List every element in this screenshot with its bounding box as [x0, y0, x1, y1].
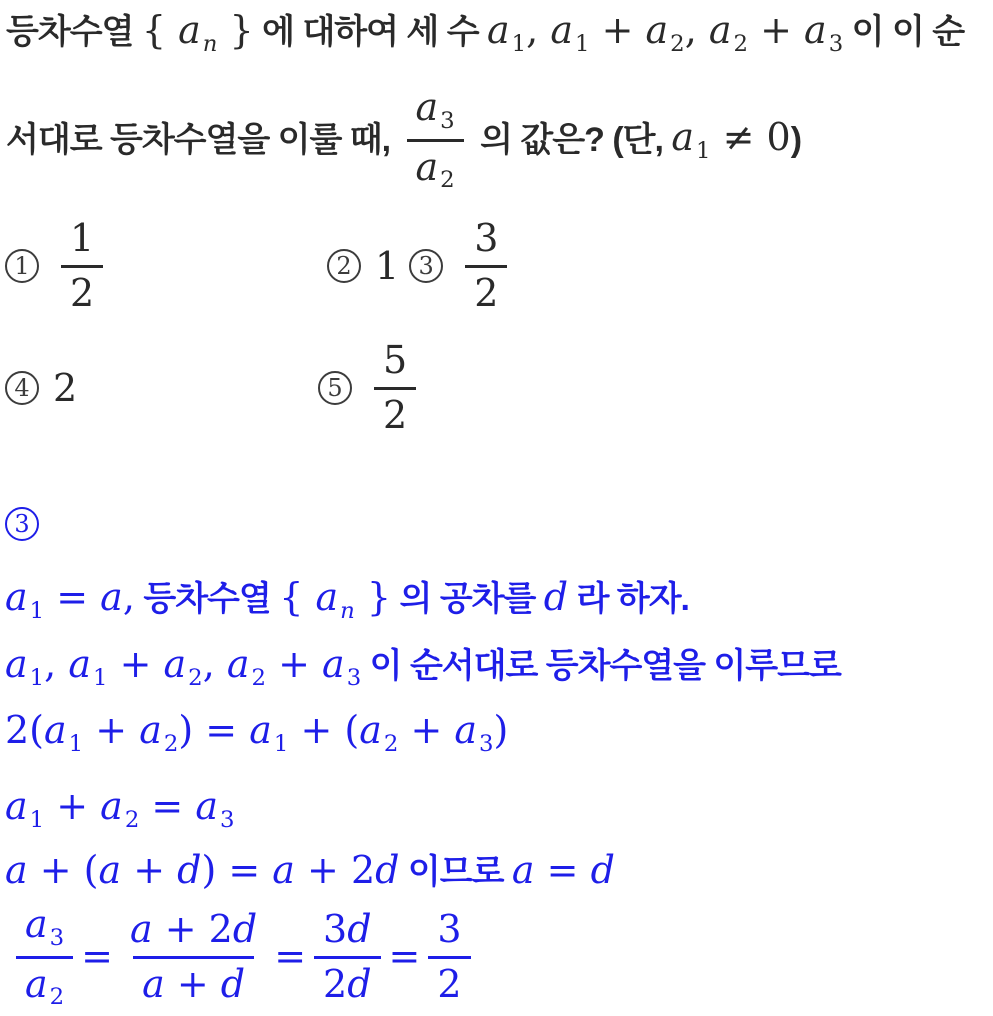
- subscript: 1: [29, 806, 45, 833]
- math-token: ): [493, 708, 509, 752]
- math-token: + 2: [152, 906, 233, 951]
- math-expression: [5, 642, 362, 691]
- fraction-denominator: [314, 956, 381, 1007]
- math-variable: a: [322, 642, 345, 686]
- math-expression: [141, 8, 254, 57]
- math-token: =: [534, 848, 591, 892]
- math-variable: a: [315, 575, 339, 619]
- fraction: [465, 217, 507, 315]
- choice-cell-2-3: [327, 215, 525, 315]
- solution-line-1: [5, 575, 689, 625]
- korean-text: 서대로 등차수열을 이룰 때,: [6, 120, 399, 159]
- math-token: =: [81, 934, 114, 979]
- fraction-denominator: [374, 387, 416, 438]
- math-variable: a: [5, 784, 28, 828]
- math-variable: a: [550, 8, 573, 52]
- math-variable: a: [249, 708, 272, 752]
- math-variable: d: [590, 848, 615, 892]
- math-variable: a: [645, 8, 669, 52]
- fraction-numerator: [121, 908, 266, 956]
- korean-text: 에 대하여 세 수: [253, 13, 487, 51]
- math-expression: [5, 575, 135, 624]
- math-variable: a: [142, 961, 165, 1006]
- problem-line-1: [6, 8, 964, 58]
- math-token: }: [217, 8, 254, 52]
- korean-text: 의 공차를: [391, 580, 544, 618]
- math-token: 2(: [5, 708, 45, 752]
- math-variable: d: [177, 848, 202, 892]
- fraction-denominator: [465, 265, 507, 316]
- math-token: 2: [437, 961, 462, 1006]
- subscript: 1: [29, 597, 45, 624]
- fraction-numerator: [314, 908, 381, 956]
- math-token: ≠ 0: [710, 114, 791, 159]
- math-token: ,: [526, 8, 551, 52]
- fraction-denominator: [133, 956, 254, 1007]
- fraction-numerator: [61, 217, 103, 265]
- choice-value: [375, 244, 399, 288]
- math-token: =: [274, 934, 307, 979]
- korean-text: 이 이 순: [843, 13, 965, 51]
- math-token: +: [121, 848, 178, 892]
- fraction: [374, 339, 416, 437]
- math-expression: [81, 934, 113, 980]
- math-expression: [487, 8, 844, 57]
- korean-text: 의 값은? (단,: [471, 120, 672, 159]
- math-expression: [544, 575, 568, 619]
- answer-marker: [5, 507, 39, 541]
- math-variable: a: [487, 8, 510, 52]
- choice-circled-digit: 5: [318, 371, 352, 405]
- subscript: 1: [93, 664, 108, 691]
- subscript: 2: [163, 730, 179, 757]
- korean-text: 라 하자.: [568, 580, 689, 618]
- math-variable: a: [415, 85, 439, 130]
- math-token: 1: [70, 215, 95, 260]
- math-token: {: [141, 8, 179, 52]
- math-variable: a: [415, 144, 439, 189]
- math-token: 2: [323, 961, 348, 1006]
- math-variable: a: [5, 848, 28, 892]
- math-expression: [671, 115, 790, 165]
- subscript: 2: [124, 806, 140, 833]
- subscript: 1: [696, 137, 711, 164]
- math-token: ,: [44, 642, 69, 686]
- choice-circled-digit: 3: [409, 249, 443, 283]
- subscript: 1: [68, 730, 84, 757]
- math-token: }: [354, 575, 392, 619]
- solution-line-5: [5, 848, 615, 894]
- math-variable: a: [226, 642, 250, 686]
- subscript: 3: [828, 30, 844, 57]
- math-variable: d: [232, 906, 258, 951]
- math-token: +: [164, 961, 221, 1006]
- subscript: n: [340, 597, 355, 624]
- math-token: ) =: [178, 708, 250, 752]
- subscript: n: [202, 30, 218, 57]
- fraction-denominator: [16, 956, 73, 1011]
- math-token: ) =: [201, 848, 273, 892]
- answer-circled-digit: 3: [5, 507, 39, 541]
- choice-cell-1: [5, 215, 121, 315]
- fraction-numerator: [374, 339, 416, 387]
- math-token: 5: [383, 337, 408, 382]
- fraction-denominator: [407, 139, 464, 194]
- math-variable: d: [543, 575, 569, 619]
- choice-circled-digit: 1: [5, 249, 39, 283]
- math-token: +: [589, 8, 646, 52]
- math-token: ,: [684, 8, 709, 52]
- math-expression: [279, 575, 392, 624]
- math-variable: a: [25, 902, 48, 947]
- math-variable: a: [100, 784, 123, 828]
- math-token: 1: [375, 244, 400, 288]
- fraction-numerator: [428, 908, 470, 956]
- choice-value: [366, 339, 424, 437]
- choice-item: [5, 217, 111, 315]
- math-token: + 2: [294, 848, 376, 892]
- math-token: 2: [383, 392, 408, 437]
- subscript: 3: [440, 108, 455, 135]
- math-token: 2: [53, 366, 78, 410]
- math-token: +: [83, 708, 140, 752]
- solution-line-6: [8, 902, 479, 1011]
- subscript: 1: [511, 30, 527, 57]
- math-expression: [5, 784, 235, 833]
- fraction: [121, 908, 266, 1006]
- fraction-denominator: [428, 956, 470, 1007]
- subscript: 2: [251, 664, 267, 691]
- subscript: 3: [220, 806, 235, 833]
- math-variable: a: [98, 848, 122, 892]
- math-expression: [53, 366, 77, 410]
- math-expression: [389, 934, 421, 980]
- math-variable: a: [359, 708, 382, 752]
- math-token: {: [279, 575, 316, 619]
- math-variable: a: [163, 642, 187, 686]
- fraction-denominator: [61, 265, 103, 316]
- math-token: =: [388, 934, 421, 979]
- korean-text: 이 순서대로 등차수열을 이루므로: [361, 647, 841, 685]
- math-token: ,: [122, 575, 135, 619]
- choice-item: [409, 217, 515, 315]
- math-token: +: [748, 8, 805, 52]
- math-expression: [274, 934, 306, 980]
- subscript: 2: [49, 984, 65, 1011]
- math-variable: a: [454, 708, 478, 752]
- fraction: [61, 217, 103, 315]
- math-variable: a: [139, 708, 162, 752]
- math-expression: [5, 848, 399, 892]
- subscript: 3: [479, 730, 494, 757]
- math-token: + (: [288, 708, 360, 752]
- math-expression: [512, 848, 615, 892]
- math-variable: a: [5, 642, 28, 686]
- subscript: 1: [575, 30, 590, 57]
- math-variable: a: [44, 708, 67, 752]
- choice-cell-4: [5, 342, 87, 434]
- math-variable: a: [5, 575, 28, 619]
- choice-item: [318, 339, 424, 437]
- choice-cell-5: [318, 337, 434, 437]
- korean-text: ): [790, 120, 802, 159]
- math-variable: a: [708, 8, 732, 52]
- korean-text: 등차수열: [134, 580, 280, 618]
- math-token: =: [44, 575, 101, 619]
- subscript: 2: [188, 664, 203, 691]
- math-token: +: [398, 708, 455, 752]
- fraction: [428, 908, 470, 1006]
- math-variable: a: [100, 575, 123, 619]
- fraction-numerator: [16, 903, 73, 955]
- math-token: +: [266, 642, 323, 686]
- choice-circled-digit: 2: [327, 249, 361, 283]
- math-variable: a: [178, 8, 201, 52]
- math-expression: [375, 244, 399, 288]
- choice-item: [327, 244, 399, 288]
- math-variable: a: [804, 8, 827, 52]
- subscript: 1: [273, 730, 289, 757]
- subscript: 3: [346, 664, 362, 691]
- math-variable: d: [375, 848, 400, 892]
- fraction-numerator: [407, 86, 464, 138]
- solution-line-3: [5, 708, 508, 758]
- math-variable: d: [347, 961, 372, 1006]
- math-variable: a: [130, 906, 153, 951]
- math-token: ,: [202, 642, 227, 686]
- math-variable: a: [68, 642, 91, 686]
- solution-line-4: [5, 784, 235, 834]
- math-expression: [5, 708, 509, 757]
- math-variable: a: [671, 114, 695, 159]
- math-token: + (: [27, 848, 99, 892]
- subscript: 2: [670, 30, 685, 57]
- choice-value: [53, 217, 111, 315]
- math-variable: a: [272, 848, 295, 892]
- subscript: 2: [733, 30, 749, 57]
- math-token: +: [44, 784, 101, 828]
- math-variable: a: [25, 961, 48, 1006]
- solution-line-2: [5, 642, 841, 692]
- math-token: 3: [437, 906, 462, 951]
- korean-text: 등차수열: [6, 13, 142, 51]
- choice-item: [5, 366, 77, 410]
- math-variable: d: [220, 961, 246, 1006]
- problem-line-2: [6, 86, 801, 194]
- korean-text: 이므로: [399, 853, 512, 891]
- subscript: 2: [383, 730, 399, 757]
- subscript: 2: [440, 167, 455, 194]
- math-variable: a: [195, 784, 218, 828]
- math-token: =: [139, 784, 196, 828]
- choice-circled-digit: 4: [5, 371, 39, 405]
- math-token: +: [107, 642, 164, 686]
- math-token: 3: [323, 906, 348, 951]
- math-token: 2: [474, 270, 499, 315]
- math-token: 2: [70, 270, 95, 315]
- subscript: 3: [49, 925, 65, 952]
- math-variable: a: [511, 848, 535, 892]
- subscript: 1: [29, 664, 45, 691]
- fraction: [407, 86, 464, 193]
- math-variable: d: [347, 906, 372, 951]
- math-token: 3: [474, 215, 499, 260]
- fraction: [16, 903, 73, 1010]
- choice-value: [53, 366, 77, 410]
- fraction-numerator: [465, 217, 507, 265]
- choice-value: [457, 217, 515, 315]
- fraction: [314, 908, 381, 1006]
